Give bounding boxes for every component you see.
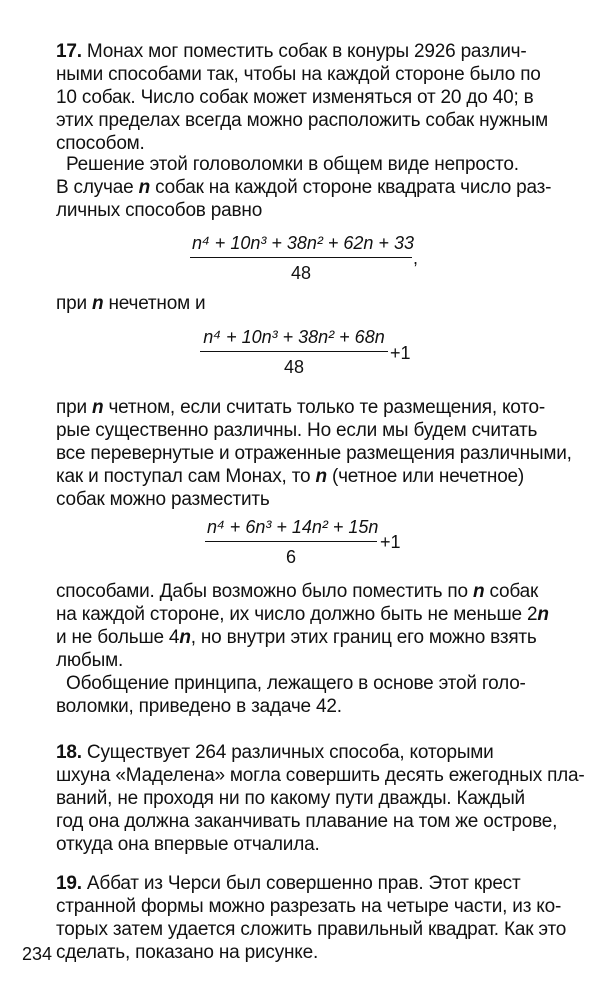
formula-3-plus-one: +1 bbox=[380, 532, 401, 552]
p17-para2-line-3: личных способов равно bbox=[56, 200, 263, 221]
p17-para4-line-2: на каждой стороне, их число должно быть не меньше 2n bbox=[56, 604, 549, 625]
p19-number: 19. bbox=[56, 873, 82, 894]
formula-2 bbox=[200, 326, 388, 378]
formula-1-numerator: n⁴ + 10n³ + 38n² + 62n + 33 bbox=[190, 232, 412, 258]
p17-para4-line-3: и не больше 4n, но внутри этих границ его можно взять bbox=[56, 627, 537, 648]
formula-3 bbox=[205, 516, 377, 568]
p17-line-5: способом. bbox=[56, 133, 145, 154]
p19-line-1: 19. Аббат из Черси был совершенно прав. Этот крест bbox=[56, 873, 521, 894]
p17-para5-line-1: Обобщение принципа, лежащего в основе этой голо- bbox=[66, 673, 526, 694]
formula-2-numerator: n⁴ + 10n³ + 38n² + 68n bbox=[200, 326, 388, 352]
formula-1-denominator: 48 bbox=[290, 263, 312, 283]
p17-para3-line-1: при n четном, если считать только те размещения, кото- bbox=[56, 397, 546, 418]
p19-line-2: странной формы можно разрезать на четыре части, из ко- bbox=[56, 896, 562, 917]
p17-para4-line-1: способами. Дабы возможно было поместить по n собак bbox=[56, 581, 539, 602]
p17-para5-line-2: воломки, приведено в задаче 42. bbox=[56, 696, 342, 717]
p17-para2-line-2: В случае n собак на каждой стороне квадрата число раз- bbox=[56, 177, 552, 198]
p17-para3-line-4: как и поступал сам Монах, то n (четное или нечетное) bbox=[56, 466, 525, 487]
formula-3-numerator: n⁴ + 6n³ + 14n² + 15n bbox=[205, 516, 377, 542]
p19-line-3: торых затем удается сложить правильный квадрат. Как это bbox=[56, 919, 567, 940]
p18-number: 18. bbox=[56, 742, 82, 763]
p17-line-1: 17. Монах мог поместить собак в конуры 2926 различ- bbox=[56, 41, 527, 62]
p17-para3-line-5: собак можно разместить bbox=[56, 489, 270, 510]
p17-line-4: этих пределах всегда можно расположить собак нужным bbox=[56, 110, 548, 131]
p19-line-4: сделать, показано на рисунке. bbox=[56, 942, 319, 963]
p18-line-3: ваний, не проходя ни по какому пути дважды. Каждый bbox=[56, 788, 525, 809]
p18-line-1: 18. Существует 264 различных способа, которыми bbox=[56, 742, 494, 763]
p17-para3-line-2: рые существенно различны. Но если мы будем считать bbox=[56, 420, 538, 441]
formula-1-comma: , bbox=[413, 248, 419, 268]
page-number: 234 bbox=[22, 944, 53, 964]
formula-2-plus-one: +1 bbox=[390, 343, 411, 363]
p17-para4-line-4: любым. bbox=[56, 650, 124, 671]
p17-line-2: ными способами так, чтобы на каждой стороне было по bbox=[56, 64, 541, 85]
p18-line-2: шхуна «Маделена» могла совершить десять ежегодных пла- bbox=[56, 765, 585, 786]
p18-line-5: откуда она впервые отчалила. bbox=[56, 834, 320, 855]
p17-para2-line-1: Решение этой головоломки в общем виде непросто. bbox=[66, 154, 519, 175]
p17-odd-line: при n нечетном и bbox=[56, 293, 206, 314]
formula-3-denominator: 6 bbox=[285, 547, 296, 567]
formula-2-denominator: 48 bbox=[283, 357, 305, 377]
p17-para3-line-3: все перевернутые и отраженные размещения различными, bbox=[56, 443, 572, 464]
p18-line-4: год она должна заканчивать плавание на том же острове, bbox=[56, 811, 558, 832]
p17-number: 17. bbox=[56, 41, 82, 62]
p17-line-3: 10 собак. Число собак может изменяться от 20 до 40; в bbox=[56, 87, 534, 108]
formula-1 bbox=[190, 232, 412, 284]
